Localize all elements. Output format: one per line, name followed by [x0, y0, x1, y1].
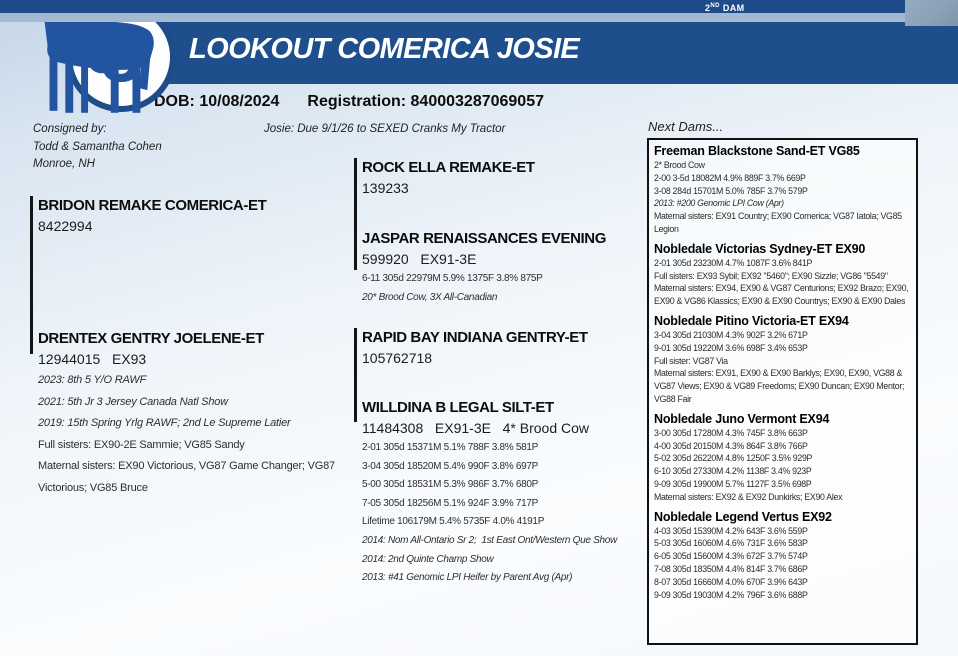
sire-registration: 8422994	[38, 218, 93, 234]
next-dam-line: 9-01 305d 19220M 3.6% 698F 3.4% 653P	[654, 342, 808, 353]
next-dam-line: Maternal sisters: EX91 Country; EX90 Comerica; VG87 Iatola; VG85 Legion	[654, 211, 904, 234]
next-dam-line: 6-10 305d 27330M 4.2% 1138F 3.4% 923P	[654, 466, 812, 477]
consignor-location: Monroe, NH	[33, 158, 95, 170]
photo-corner-fragment	[905, 0, 958, 26]
dam-dam-record: 3-04 305d 18520M 5.4% 990F 3.8% 697P	[362, 460, 539, 472]
sire-dam-name: JASPAR RENAISSANCES EVENING	[362, 230, 606, 247]
sire-dam-note: 20* Brood Cow, 3X All-Canadian	[362, 291, 498, 303]
sire-dam-registration: 599920 EX91-3E	[362, 251, 477, 267]
dam-dam-registration: 11484308 EX91-3E 4* Brood Cow	[362, 420, 590, 436]
next-dam-line: 2-01 305d 23230M 4.7% 1087F 3.6% 841P	[654, 257, 813, 268]
sire-dam-record: 6-11 305d 22979M 5.9% 1375F 3.8% 875P	[362, 273, 543, 284]
next-dam-line: 3-04 305d 21030M 4.3% 902F 3.2% 671P	[654, 329, 808, 340]
sire-sire-name: ROCK ELLA REMAKE-ET	[362, 159, 535, 176]
consignor-block	[33, 121, 162, 174]
pedigree-bracket-left	[30, 196, 33, 354]
pedigree-sire	[38, 196, 343, 237]
next-dam-line: 5-02 305d 26220M 4.8% 1250F 3.5% 929P	[654, 453, 813, 464]
dam-dam-record: Lifetime 106179M 5.4% 5735F 4.0% 4191P	[362, 516, 545, 528]
next-dam-line: Full sister: VG87 Via	[654, 355, 728, 366]
next-dam-name: Nobledale Victorias Sydney-ET EX90	[654, 241, 866, 256]
dob-registration-row	[154, 93, 544, 111]
next-dam-line: 8-07 305d 16660M 4.0% 670F 3.9% 643P	[654, 576, 808, 587]
next-dam-line: 9-09 305d 19900M 5.7% 1127F 3.5% 698P	[654, 478, 812, 489]
dam-dam-record: 2-01 305d 15371M 5.1% 788F 3.8% 581P	[362, 442, 539, 453]
second-dam-caption-num: 2	[705, 3, 711, 13]
sire-sire-registration: 139233	[362, 180, 409, 196]
next-dam-line: 3-08 284d 15701M 5.0% 785F 3.7% 579P	[654, 185, 808, 196]
dob-label: DOB: 10/08/2024	[154, 93, 280, 110]
next-dam-line: 5-03 305d 16060M 4.6% 731F 3.6% 583P	[654, 538, 808, 549]
pedigree-sire-dam	[362, 229, 652, 307]
second-dam-caption-ordinal: ND	[710, 3, 720, 9]
registration-label: Registration: 840003287069057	[307, 93, 544, 110]
animal-name-title: LOOKOUT COMERICA JOSIE	[189, 33, 580, 65]
next-dam-section	[654, 242, 911, 308]
dam-dam-note: 2013: #41 Genomic LPI Heifer by Parent Avg (Apr)	[362, 572, 573, 584]
pedigree-bracket-sire	[354, 158, 357, 270]
second-dam-banner	[0, 0, 905, 13]
pedigree-dam-sire	[362, 328, 652, 369]
pedigree-sire-sire	[362, 158, 652, 199]
next-dam-line: 2013: #200 Genomic LPI Cow (Apr)	[654, 198, 784, 209]
dam-dam-note: 2014: Nom All-Ontario Sr 2; 1st East Ont/Western Que Show	[362, 534, 617, 546]
next-dam-section	[654, 510, 911, 602]
next-dam-line: 4-00 305d 20150M 4.3% 864F 3.8% 766P	[654, 440, 808, 451]
banner-underline	[0, 13, 905, 22]
next-dam-name: Nobledale Juno Vermont EX94	[654, 411, 830, 426]
dam-show-record: 2019: 15th Spring Yrlg RAWF; 2nd Le Supreme Latier	[38, 417, 291, 429]
second-dam-caption-word: DAM	[722, 3, 745, 13]
next-dam-line: Maternal sisters: EX92 & EX92 Dunkirks; EX90 Alex	[654, 491, 843, 502]
dam-show-record: 2021: 5th Jr 3 Jersey Canada Natl Show	[38, 395, 228, 408]
next-dam-name: Freeman Blackstone Sand-ET VG85	[654, 144, 860, 158]
pedigree-dam	[38, 329, 353, 499]
dam-registration: 12944015 EX93	[38, 351, 147, 367]
pedigree-bracket-dam	[354, 328, 357, 422]
breeding-note: Josie: Due 9/1/26 to SEXED Cranks My Tractor	[264, 123, 506, 135]
next-dam-name: Nobledale Pitino Victoria-ET EX94	[654, 313, 849, 328]
next-dam-line: 2-00 3-5d 18082M 4.9% 889F 3.7% 669P	[654, 172, 806, 183]
next-dam-section	[654, 314, 911, 406]
next-dam-line: 3-00 305d 17280M 4.3% 745F 3.8% 663P	[654, 427, 808, 438]
dam-sire-registration: 105762718	[362, 350, 433, 366]
sire-name: BRIDON REMAKE COMERICA-ET	[38, 197, 267, 214]
next-dam-line: 4-03 305d 15390M 4.2% 643F 3.6% 559P	[654, 525, 808, 536]
next-dam-line: 9-09 305d 19030M 4.2% 796F 3.6% 688P	[654, 589, 808, 600]
next-dam-line: Maternal sisters: EX94, EX90 & VG87 Centurions; EX92 Brazo; EX90, EX90 & VG86 Klassics; EX90 & EX90 Countrys; EX90 & EX90 Dales	[654, 283, 911, 307]
next-dam-line: 7-08 305d 18350M 4.4% 814F 3.7% 686P	[654, 563, 808, 574]
consignor-label: Consigned by:	[33, 123, 107, 135]
dam-show-record: 2023: 8th 5 Y/O RAWF	[38, 374, 147, 386]
dam-dam-note: 2014: 2nd Quinte Champ Show	[362, 553, 494, 565]
dam-name: DRENTEX GENTRY JOELENE-ET	[38, 330, 264, 347]
dam-family-line: Maternal sisters: EX90 Victorious, VG87 Game Changer; VG87 Victorious; VG85 Bruce	[38, 460, 338, 494]
dam-dam-record: 5-00 305d 18531M 5.3% 986F 3.7% 680P	[362, 479, 539, 491]
dam-sire-name: RAPID BAY INDIANA GENTRY-ET	[362, 329, 588, 346]
next-dam-line: 2* Brood Cow	[654, 160, 705, 170]
next-dams-box	[647, 138, 918, 645]
next-dam-section	[654, 412, 911, 504]
next-dam-line: 6-05 305d 15600M 4.3% 672F 3.7% 574P	[654, 551, 808, 562]
consignor-name: Todd & Samantha Cohen	[33, 140, 162, 153]
dam-dam-record: 7-05 305d 18256M 5.1% 924F 3.9% 717P	[362, 497, 539, 509]
next-dam-name: Nobledale Legend Vertus EX92	[654, 509, 832, 524]
dam-family-line: Full sisters: EX90-2E Sammie; VG85 Sandy	[38, 438, 245, 451]
next-dam-line: Maternal sisters: EX91, EX90 & EX90 Barklys; EX90, EX90, VG88 & VG87 Views; EX90 & VG89 Freedoms; EX90 Duncan; EX90 Mentor; VG88 Fair	[654, 368, 907, 404]
next-dams-heading: Next Dams...	[648, 119, 724, 134]
dam-dam-name: WILLDINA B LEGAL SILT-ET	[362, 399, 554, 416]
next-dam-section	[654, 144, 911, 236]
next-dam-line: Full sisters: EX93 Sybil; EX92 "5460"; EX90 Sizzle; VG86 "5549"	[654, 270, 888, 281]
pedigree-dam-dam	[362, 398, 654, 588]
